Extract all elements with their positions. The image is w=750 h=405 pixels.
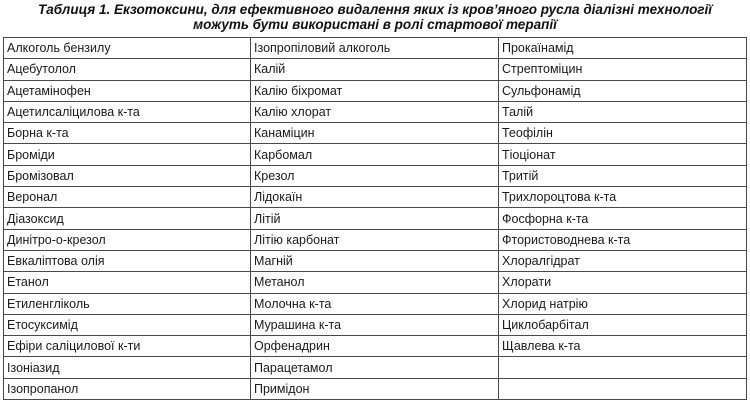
table-cell: Ізоніазид	[4, 357, 251, 378]
exotoxins-table	[3, 37, 747, 400]
table-cell: Тіоціонат	[499, 144, 747, 165]
table-row	[4, 144, 747, 165]
table-cell: Етиленгліколь	[4, 293, 251, 314]
table-row	[4, 250, 747, 271]
table-cell: Ацетамінофен	[4, 80, 251, 101]
table-row	[4, 208, 747, 229]
table-cell: Броміди	[4, 144, 251, 165]
table-cell: Прокаїнамід	[499, 38, 747, 59]
table-cell: Діазоксид	[4, 208, 251, 229]
table-row	[4, 101, 747, 122]
table-cell: Талій	[499, 101, 747, 122]
table-cell	[499, 378, 747, 399]
table-cell: Мурашина к-та	[251, 314, 499, 335]
table-cell: Молочна к-та	[251, 293, 499, 314]
table-cell: Метанол	[251, 272, 499, 293]
table-cell: Щавлева к-та	[499, 336, 747, 357]
table-cell: Ацетилсаліцилова к-та	[4, 101, 251, 122]
table-cell: Ацебутолол	[4, 59, 251, 80]
table-cell: Борна к-та	[4, 123, 251, 144]
table-cell: Літію карбонат	[251, 229, 499, 250]
table-row	[4, 165, 747, 186]
table-cell: Алкоголь бензилу	[4, 38, 251, 59]
table-cell: Евкаліптова олія	[4, 250, 251, 271]
table-cell: Фосфорна к-та	[499, 208, 747, 229]
table-row	[4, 378, 747, 399]
table-cell: Крезол	[251, 165, 499, 186]
table-cell: Тритій	[499, 165, 747, 186]
table-cell: Орфенадрин	[251, 336, 499, 357]
table-cell: Трихлороцтова к-та	[499, 187, 747, 208]
table-cell: Динітро-о-крезол	[4, 229, 251, 250]
table-row	[4, 336, 747, 357]
table-row	[4, 272, 747, 293]
table-cell: Ізопропіловий алкоголь	[251, 38, 499, 59]
table-cell: Хлорати	[499, 272, 747, 293]
table-row	[4, 123, 747, 144]
table-cell: Лідокаїн	[251, 187, 499, 208]
exotoxins-table-container	[3, 37, 746, 400]
table-row	[4, 59, 747, 80]
table-row	[4, 229, 747, 250]
table-row	[4, 80, 747, 101]
table-cell: Фтористоводнева к-та	[499, 229, 747, 250]
table-cell: Хлоралгідрат	[499, 250, 747, 271]
table-cell: Калію хлорат	[251, 101, 499, 122]
table-body	[4, 38, 747, 400]
table-cell: Ефіри саліцилової к-ти	[4, 336, 251, 357]
table-cell: Теофілін	[499, 123, 747, 144]
table-cell: Етанол	[4, 272, 251, 293]
table-cell: Магній	[251, 250, 499, 271]
table-cell: Циклобарбітал	[499, 314, 747, 335]
caption-line-1: Таблиця 1. Екзотоксини, для ефективного видалення яких із кров’яного русла діалізні технології	[37, 2, 713, 17]
table-cell: Калій	[251, 59, 499, 80]
table-row	[4, 187, 747, 208]
table-row	[4, 314, 747, 335]
table-cell: Хлорид натрію	[499, 293, 747, 314]
table-row	[4, 357, 747, 378]
table-cell: Парацетамол	[251, 357, 499, 378]
table-cell: Бромізовал	[4, 165, 251, 186]
table-cell: Калію біхромат	[251, 80, 499, 101]
table-cell: Веронал	[4, 187, 251, 208]
table-cell: Канаміцин	[251, 123, 499, 144]
table-cell: Примідон	[251, 378, 499, 399]
table-cell: Літій	[251, 208, 499, 229]
table-cell: Етосуксимід	[4, 314, 251, 335]
table-cell: Ізопропанол	[4, 378, 251, 399]
table-row	[4, 293, 747, 314]
table-cell: Карбомал	[251, 144, 499, 165]
caption-line-2: можуть бути використані в ролі стартової терапії	[193, 17, 557, 32]
table-cell: Стрептоміцин	[499, 59, 747, 80]
table-cell	[499, 357, 747, 378]
table-caption	[0, 2, 750, 32]
table-row	[4, 38, 747, 59]
table-cell: Сульфонамід	[499, 80, 747, 101]
